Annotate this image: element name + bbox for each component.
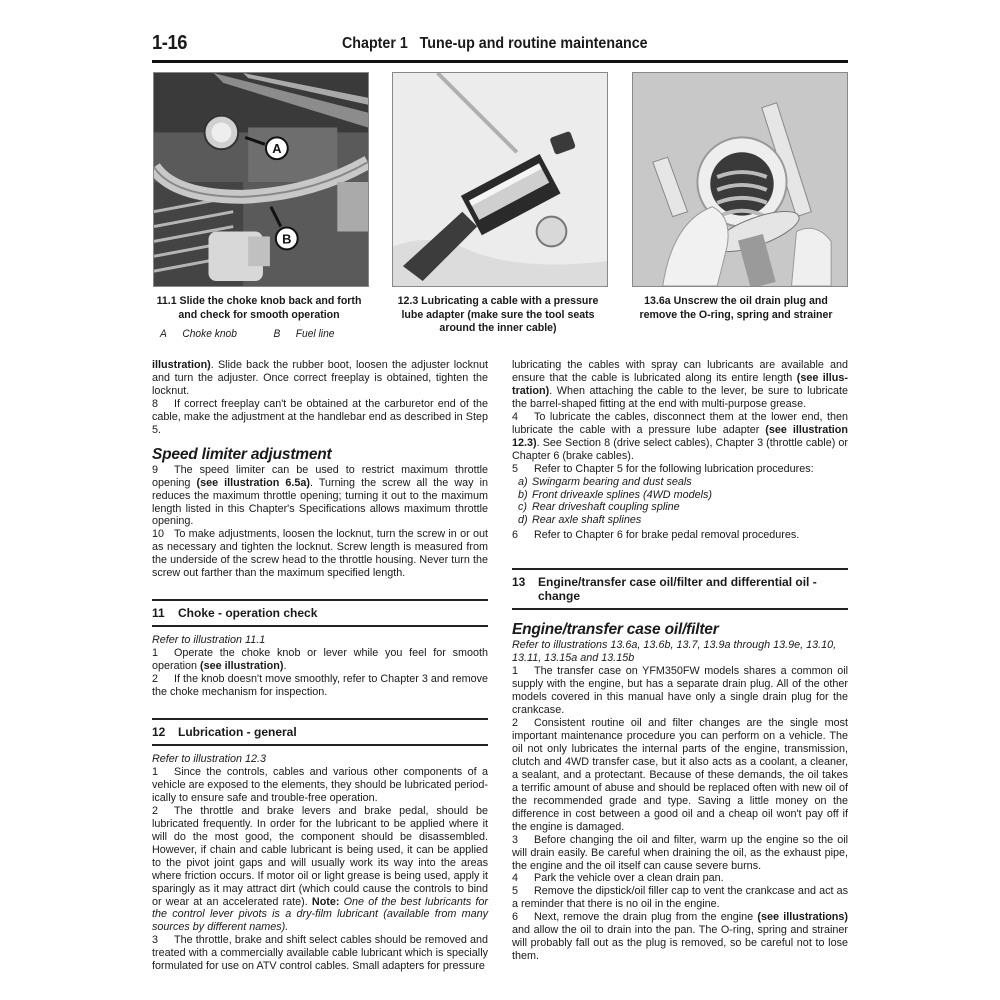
illustration-ref: (see illus-tration) — [512, 371, 849, 397]
sec11-step-2: 2 If the knob doesn't move smoothly, refer to Chapter 3 and remove the choke mechanism for inspection. — [152, 673, 488, 699]
callout-a: A — [272, 141, 282, 157]
step-5: 5 Refer to Chapter 5 for the following lubrication procedures: — [512, 462, 814, 475]
subheading-speed-limiter: Speed limiter adjustment — [152, 445, 332, 463]
drain-plug-photo-image — [633, 73, 847, 286]
chapter-title: Chapter 1 Tune-up and routine maintenance — [342, 35, 648, 52]
oil-step-1: 1 The transfer case on YFM350FW models shares a common oil supply with the engine, but has a separate drain plug. All of the other models covered in this manual have only a single drain plug for the crankcase. — [512, 665, 848, 717]
right-column — [512, 359, 848, 963]
illustration-ref: (see illustration) — [200, 660, 284, 673]
engine-photo-image — [154, 73, 368, 286]
section-heading-11: 11 Choke - operation check — [152, 599, 488, 627]
photo-cable-lube-adapter — [392, 72, 608, 287]
oil-step-6: 6 Next, remove the drain plug from the engine (see illustrations) and allow the oil to drain into the pan. The O-ring, spring and strainer will probably fall out as the plug is removed, so be careful not to lose them. — [512, 911, 849, 963]
note-label: Note: — [311, 895, 340, 908]
legend-key: A — [160, 328, 167, 340]
left-column — [152, 359, 488, 973]
subsection-reference: Refer to illustrations 13.6a, 13.6b, 13.7, 13.9a through 13.9e, 13.10, 13.11, 13.15a and 13.15b — [512, 639, 837, 665]
step-8: 8 If correct freeplay can't be obtained at the carburetor end of the cable, make the adjustment at the handlebar end as described in Step 5. — [152, 397, 488, 436]
figure-caption-11-1: 11.1 Slide the choke knob back and forth and check for smooth operation — [156, 295, 362, 321]
oil-step-3: 3 Before changing the oil and filter, warm up the engine so the oil will drain easily. Be careful when draining the oil, as the exhaust pipe, the engine and the oil itself can cause severe burns. — [512, 833, 848, 872]
paragraph-continued: lubricating the cables with spray can lubricants are available and ensure that the cable is lubricated along its entire length (see illus-tration). When attaching the cable to the lever, be sure to lubricate the barrel-shaped fitting at the end with multi-purpose grease. — [512, 359, 849, 410]
photo-oil-drain-plug — [632, 72, 848, 287]
page-number: 1-16 — [152, 32, 187, 54]
list-item: d) Rear axle shaft splines — [518, 514, 642, 527]
header-rule — [152, 60, 848, 63]
sec12-step-3: 3 The throttle, brake and shift select cables should be removed and treated with a commercially available cable lubricant which is specially formulated for use on ATV control cables. Small adapters for pressure — [152, 934, 488, 973]
list-item: c) Rear driveshaft coupling spline — [518, 501, 680, 514]
step-6: 6 Refer to Chapter 6 for brake pedal removal procedures. — [512, 529, 800, 542]
lube-adapter-photo-image — [393, 73, 607, 286]
oil-step-2: 2 Consistent routine oil and filter changes are the single most important maintenance procedure you can perform on a vehicle. The oil not only lubricates the internal parts of the engine, transmission, clutch and 4WD transfer case, but it also acts as a coolant, a cleaner, a sealant, and a protectant. Because of these demands, the oil takes a terrific amount of abuse and should be replaced often with new oil of the recommended grade and type. Saving a little money on the difference in cost between a good oil and a cheap oil won't pay off if the engine is damaged. — [512, 717, 848, 833]
legend-key: B — [273, 328, 281, 340]
sec11-step-1: 1 Operate the choke knob or lever while you feel for smooth operation (see illustration). — [152, 647, 488, 673]
illustration-ref: illustration) — [152, 359, 211, 371]
illustration-ref: (see illustration 12.3) — [512, 423, 849, 449]
figure-caption-13-6a: 13.6a Unscrew the oil drain plug and remove the O-ring, spring and strainer — [639, 295, 833, 321]
page-header — [152, 30, 848, 60]
illustration-ref: (see illustration 6.5a) — [196, 476, 310, 489]
subheading-engine-oil-filter: Engine/transfer case oil/filter — [512, 621, 719, 639]
paragraph-continued: illustration). Slide back the rubber boot, loosen the adjuster locknut and turn the adjuster. Once correct freeplay is obtained, tighten the locknut. — [152, 359, 488, 397]
callout-b: B — [282, 231, 292, 247]
step-10: 10 To make adjustments, loosen the locknut, turn the screw in or out as necessary and tighten the locknut. Screw length is measured from the underside of the screw head to the throttle housing. Never turn the screw out farther than the maximum specified length. — [152, 528, 488, 580]
sec12-step-1: 1 Since the controls, cables and various other components of a vehicle are exposed to the elements, they should be lubricated period-ically to ensure safe and trouble-free operation. — [152, 765, 488, 804]
figure-legend-11-1 — [160, 328, 387, 340]
illustration-ref: (see illustrations) — [757, 911, 849, 924]
list-item: b) Front driveaxle splines (4WD models) — [518, 488, 713, 501]
figure-caption-12-3: 12.3 Lubricating a cable with a pressure lube adapter (make sure the tool seats around the inner cable) — [397, 295, 599, 334]
list-item: a) Swingarm bearing and dust seals — [518, 475, 692, 488]
section-11-reference: Refer to illustration 11.1 — [152, 634, 266, 647]
oil-step-4: 4 Park the vehicle over a clean drain pan. — [512, 872, 724, 885]
step-9: 9 The speed limiter can be used to restrict maximum throttle opening (see illustration 6.5a). Turning the screw all the way in reduces the maximum throttle opening; turning it out to the maximum length listed in this Chapter's Specifications allows maximum throttle opening. — [152, 463, 488, 528]
legend-label: Choke knob — [182, 328, 237, 340]
oil-step-5: 5 Remove the dipstick/oil filler cap to vent the crankcase and act as a reminder that there is no oil in the engine. — [512, 885, 848, 911]
note-text: One of the best lubricants for the control lever pivots is a dry-film lubricant (available from many sources by different names). — [152, 895, 488, 934]
section-heading-13: 13 Engine/transfer case oil/filter and differential oil - change — [512, 568, 848, 610]
section-heading-12: 12 Lubrication - general — [152, 718, 488, 746]
photo-choke-knob — [153, 72, 369, 287]
section-12-reference: Refer to illustration 12.3 — [152, 753, 267, 766]
legend-label: Fuel line — [295, 328, 335, 340]
sec12-step-2: 2 The throttle and brake levers and brake pedal, should be lubricated frequently. In order for the lubricant to be applied where it will do the most good, the component should be disassembled. However, if chain and cable lubricant is being used, it can be applied to the pivot joint gaps and will usually work its way into the areas where friction occurs. If motor oil or light grease is being used, apply it sparingly as it may attract dirt (which could cause the controls to bind or wear at an accelerated rate). Note: One of the best lubricants for the control lever pivots is a dry-film lubricant (available from many sources by different names). — [152, 804, 488, 934]
step-4: 4 To lubricate the cables, disconnect them at the lower end, then lubricate the cable with a pressure lube adapter (see illustration 12.3). See Section 8 (drive select cables), Chapter 3 (throttle cable) or Chapter 6 (brake cables). — [512, 410, 849, 462]
